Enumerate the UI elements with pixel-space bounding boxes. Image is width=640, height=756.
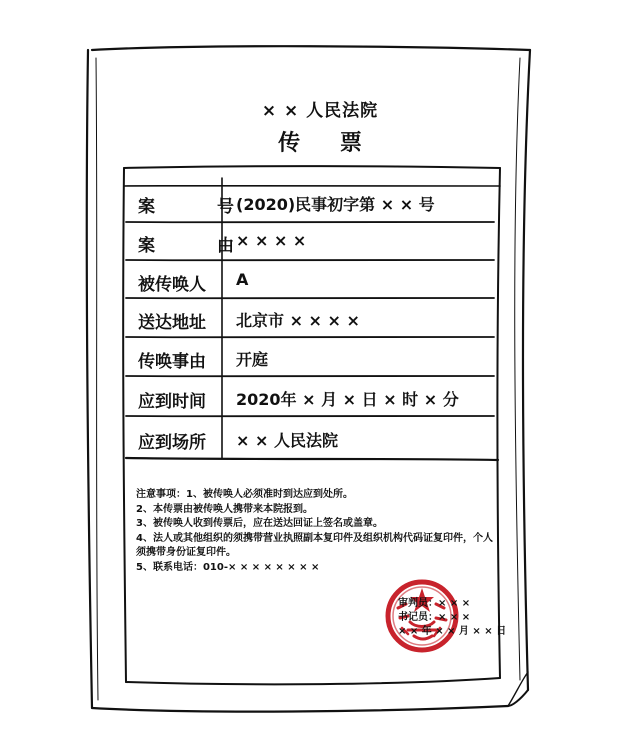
summoned-person-value: A <box>236 270 249 289</box>
row-case-number <box>126 184 498 222</box>
row-delivery-address <box>126 300 498 338</box>
document-title-char: 票 <box>339 131 362 156</box>
row-label <box>138 231 234 256</box>
label-char: 号 <box>217 197 234 217</box>
signature-block <box>398 597 506 639</box>
row-label: 送达地址 <box>138 313 206 333</box>
row-label: 被传唤人 <box>138 275 206 295</box>
row-label: 应到场所 <box>138 433 206 453</box>
case-cause-value: × × × × <box>236 231 307 250</box>
note-line: 4、法人或其他组织的须携带营业执照副本复印件及组织机构代码证复印件，个人须携带身份证复印件。 <box>136 532 493 558</box>
row-arrival-time <box>126 379 498 417</box>
note-line: 5、联系电话：010-× × × × × × × × <box>136 561 320 573</box>
row-label: 应到时间 <box>138 392 206 412</box>
note-line: 2、本传票由被传唤人携带来本院报到。 <box>136 503 313 515</box>
summons-reason-value: 开庭 <box>236 350 269 369</box>
label-char: 由 <box>217 236 234 256</box>
row-case-cause <box>126 223 498 261</box>
row-label: 传唤事由 <box>138 352 206 372</box>
notes-section <box>136 488 496 575</box>
row-summoned-person <box>126 262 498 300</box>
issue-date: × × 年 × × 月 × × 日 <box>398 626 507 637</box>
note-line: 3、被传唤人收到传票后，应在送达回证上签名或盖章。 <box>136 518 383 529</box>
document-title <box>0 126 640 157</box>
clerk-signature: 书记员：× × × <box>398 612 471 623</box>
arrival-place-value: × × 人民法院 <box>236 431 338 450</box>
document-title-char: 传 <box>278 131 301 156</box>
row-arrival-place <box>126 420 498 458</box>
judge-signature: 审判员：× × × <box>398 598 471 609</box>
label-char: 案 <box>138 236 155 256</box>
row-summons-reason <box>126 339 498 377</box>
arrival-time-value: 2020年 × 月 × 日 × 时 × 分 <box>236 390 459 409</box>
case-number-value: (2020)民事初字第 × × 号 <box>236 195 435 214</box>
court-name: × × 人民法院 <box>261 101 379 121</box>
note-line: 注意事项：1、被传唤人必须准时到达应到处所。 <box>136 489 353 500</box>
row-label <box>138 192 234 217</box>
label-char: 案 <box>138 197 155 217</box>
delivery-address-value: 北京市 × × × × <box>236 311 360 330</box>
